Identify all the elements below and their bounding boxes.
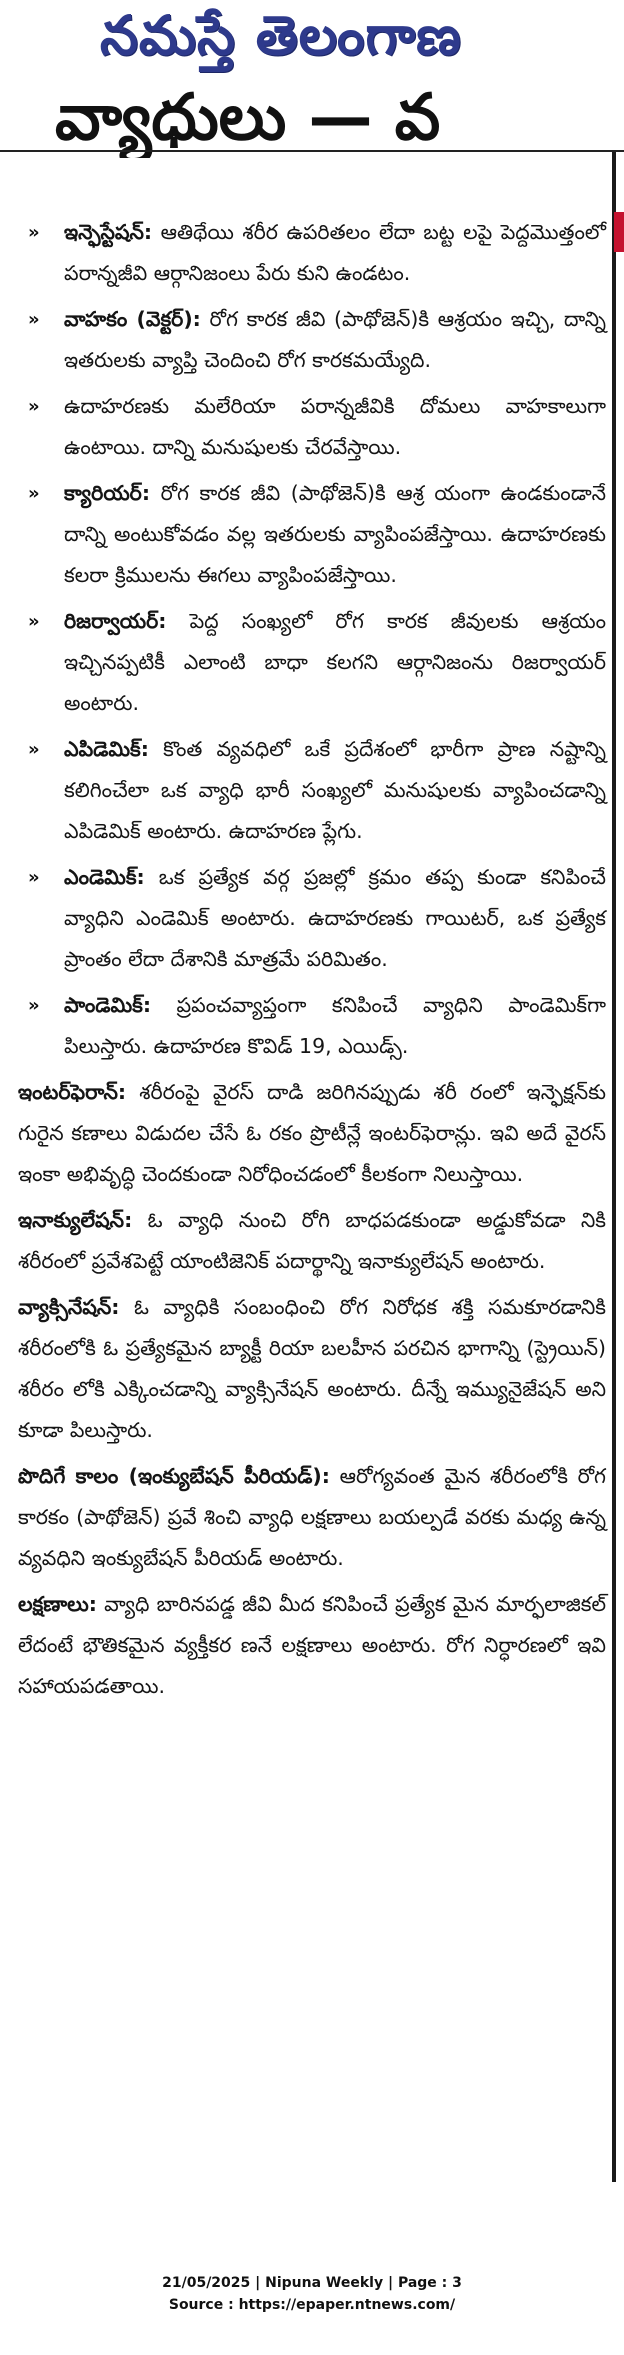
glossary-definition: ఆరోగ్యవంత మైన శరీరంలోకి రోగ కారకం (పాథోజెన్) ప్రవే శించి వ్యాధి లక్షణాలు బయల్పడే వరకు మధ్య ఉన్న వ్యవధిని ఇంక్యుబేషన్ పీరియడ్ అంటారు. — [18, 1464, 607, 1570]
glossary-entry — [18, 299, 606, 381]
red-accent-mark — [614, 212, 624, 252]
glossary-entry — [18, 1200, 606, 1282]
glossary-term: రిజర్వాయర్: — [64, 609, 167, 633]
glossary-term: ఎండెమిక్: — [64, 865, 145, 889]
glossary-entry — [18, 386, 606, 468]
double-chevron-bullet-icon: » — [28, 995, 40, 1016]
glossary-definition: ఓ వ్యాధి నుంచి రోగి బాధపడకుండా అడ్డుకోవడా నికి శరీరంలో ప్రవేశపెట్టే యాంటిజెనిక్ పదార్థాన్ని ఇనాక్యులేషన్ అంటారు. — [18, 1208, 606, 1273]
page-footer — [0, 2272, 624, 2316]
glossary-term: పాండెమిక్: — [64, 993, 152, 1017]
glossary-list — [18, 212, 606, 1712]
glossary-definition: రోగ కారక జీవి (పాథోజెన్)కి ఆశ్ర యంగా ఉండకుండానే దాన్ని అంటుకోవడం వల్ల ఇతరులకు వ్యాపింపజేస్తాయి. ఉదాహరణకు కలరా క్రిములను ఈగలు వ్యాపింపజేస్తాయి. — [64, 481, 606, 587]
glossary-term: ఇన్ఫెస్టేషన్: — [64, 220, 153, 244]
double-chevron-bullet-icon: » — [28, 396, 40, 417]
glossary-definition: ఓ వ్యాధికి సంబంధించి రోగ నిరోధక శక్తి సమకూరడానికి శరీరంలోకి ఓ ప్రత్యేకమైన బ్యాక్టీ రియా బలహీన పరచిన భాగాన్ని (స్ట్రెయిన్) శరీరం లోకి ఎక్కించడాన్ని వ్యాక్సినేషన్ అంటారు. దీన్నే ఇమ్యునైజేషన్ అని కూడా పిలుస్తారు. — [18, 1295, 606, 1442]
glossary-definition: వ్యాధి బారినపడ్డ జీవి మీద కనిపించే ప్రత్యేక మైన మార్ఫలాజికల్ లేదంటే భౌతికమైన వ్యక్తీకర ణనే లక్షణాలు అంటారు. రోగ నిర్ధారణలో ఇవి సహాయపడతాయి. — [18, 1592, 606, 1698]
footer-edition-info: 21/05/2025 | Nipuna Weekly | Page : 3 — [162, 2275, 462, 2291]
glossary-definition: పెద్ద సంఖ్యలో రోగ కారక జీవులకు ఆశ్రయం ఇచ్చినప్పటికీ ఎలాంటి బాధా కలగని ఆర్గానిజంను రిజర్వాయర్ అంటారు. — [64, 609, 606, 715]
glossary-definition: ఉదాహరణకు మలేరియా పరాన్నజీవికి దోమలు వాహకాలుగా ఉంటాయి. దాన్ని మనుషులకు చేరవేస్తాయి. — [64, 394, 606, 459]
double-chevron-bullet-icon: » — [28, 222, 40, 243]
glossary-definition: ఆతిథేయి శరీర ఉపరితలం లేదా బట్ట లపై పెద్దమొత్తంలో పరాన్నజీవి ఆర్గానిజంలు పేరు కుని ఉండటం. — [64, 220, 606, 285]
double-chevron-bullet-icon: » — [28, 611, 40, 632]
glossary-term: క్యారియర్: — [64, 481, 151, 505]
glossary-entry — [18, 1584, 606, 1707]
glossary-entry — [18, 857, 606, 980]
glossary-definition: ప్రపంచవ్యాప్తంగా కనిపించే వ్యాధిని పాండెమిక్‌గా పిలుస్తారు. ఉదాహరణ కొవిడ్ 19, ఎయిడ్స్. — [64, 993, 606, 1058]
column-divider — [612, 152, 616, 2182]
newspaper-logo: నమస్తే తెలంగాణ — [100, 4, 462, 67]
glossary-entry — [18, 729, 606, 852]
glossary-term: ఇనాక్యులేషన్: — [18, 1208, 133, 1232]
glossary-entry — [18, 212, 606, 294]
glossary-term: ఇంటర్‌ఫెరాన్: — [18, 1080, 127, 1104]
masthead — [0, 0, 624, 155]
double-chevron-bullet-icon: » — [28, 739, 40, 760]
glossary-definition: ఒక ప్రత్యేక వర్గ ప్రజల్లో క్రమం తప్ప కుండా కనిపించే వ్యాధిని ఎండెమిక్ అంటారు. ఉదాహరణకు గాయిటర్, ఒక ప్రత్యేక ప్రాంతం లేదా దేశానికి మాత్రమే పరిమితం. — [64, 865, 606, 971]
double-chevron-bullet-icon: » — [28, 483, 40, 504]
double-chevron-bullet-icon: » — [28, 309, 40, 330]
glossary-entry — [18, 985, 606, 1067]
glossary-term: లక్షణాలు: — [18, 1592, 97, 1616]
article-body — [0, 150, 624, 2252]
glossary-entry — [18, 1072, 606, 1195]
glossary-term: వ్యాక్సినేషన్: — [18, 1295, 120, 1319]
glossary-definition: కొంత వ్యవధిలో ఒకే ప్రదేశంలో భారీగా ప్రాణ నష్టాన్ని కలిగించేలా ఒక వ్యాధి భారీ సంఖ్యలో మనుషులకు వ్యాపించడాన్ని ఎపిడెమిక్ అంటారు. ఉదాహరణ ప్లేగు. — [64, 737, 606, 843]
glossary-definition: రోగ కారక జీవి (పాథోజెన్)కి ఆశ్రయం ఇచ్చి, దాన్ని ఇతరులకు వ్యాప్తి చెందించి రోగ కారకమయ్యేది. — [64, 307, 606, 372]
glossary-entry — [18, 1456, 606, 1579]
glossary-term: వాహకం (వెక్టర్): — [64, 307, 201, 331]
glossary-term: పొదిగే కాలం (ఇంక్యుబేషన్ పీరియడ్): — [18, 1464, 330, 1488]
glossary-entry — [18, 473, 606, 596]
glossary-definition: శరీరంపై వైరస్ దాడి జరిగినప్పుడు శరీ రంలో ఇన్ఫెక్షన్‌కు గురైన కణాలు విడుదల చేసే ఓ రకం ప్రొటీన్లే ఇంటర్‌ఫెరాన్లు. ఇవి అదే వైరస్ ఇంకా అభివృద్ధి చెందకుండా నిరోధించడంలో కీలకంగా నిలుస్తాయి. — [18, 1080, 606, 1186]
footer-source-link[interactable]: Source : https://epaper.ntnews.com/ — [168, 2297, 456, 2313]
double-chevron-bullet-icon: » — [28, 867, 40, 888]
glossary-term: ఎపిడెమిక్: — [64, 737, 149, 761]
glossary-entry — [18, 601, 606, 724]
article-headline: వ్యాధులు — వ — [55, 81, 441, 155]
glossary-entry — [18, 1287, 606, 1451]
